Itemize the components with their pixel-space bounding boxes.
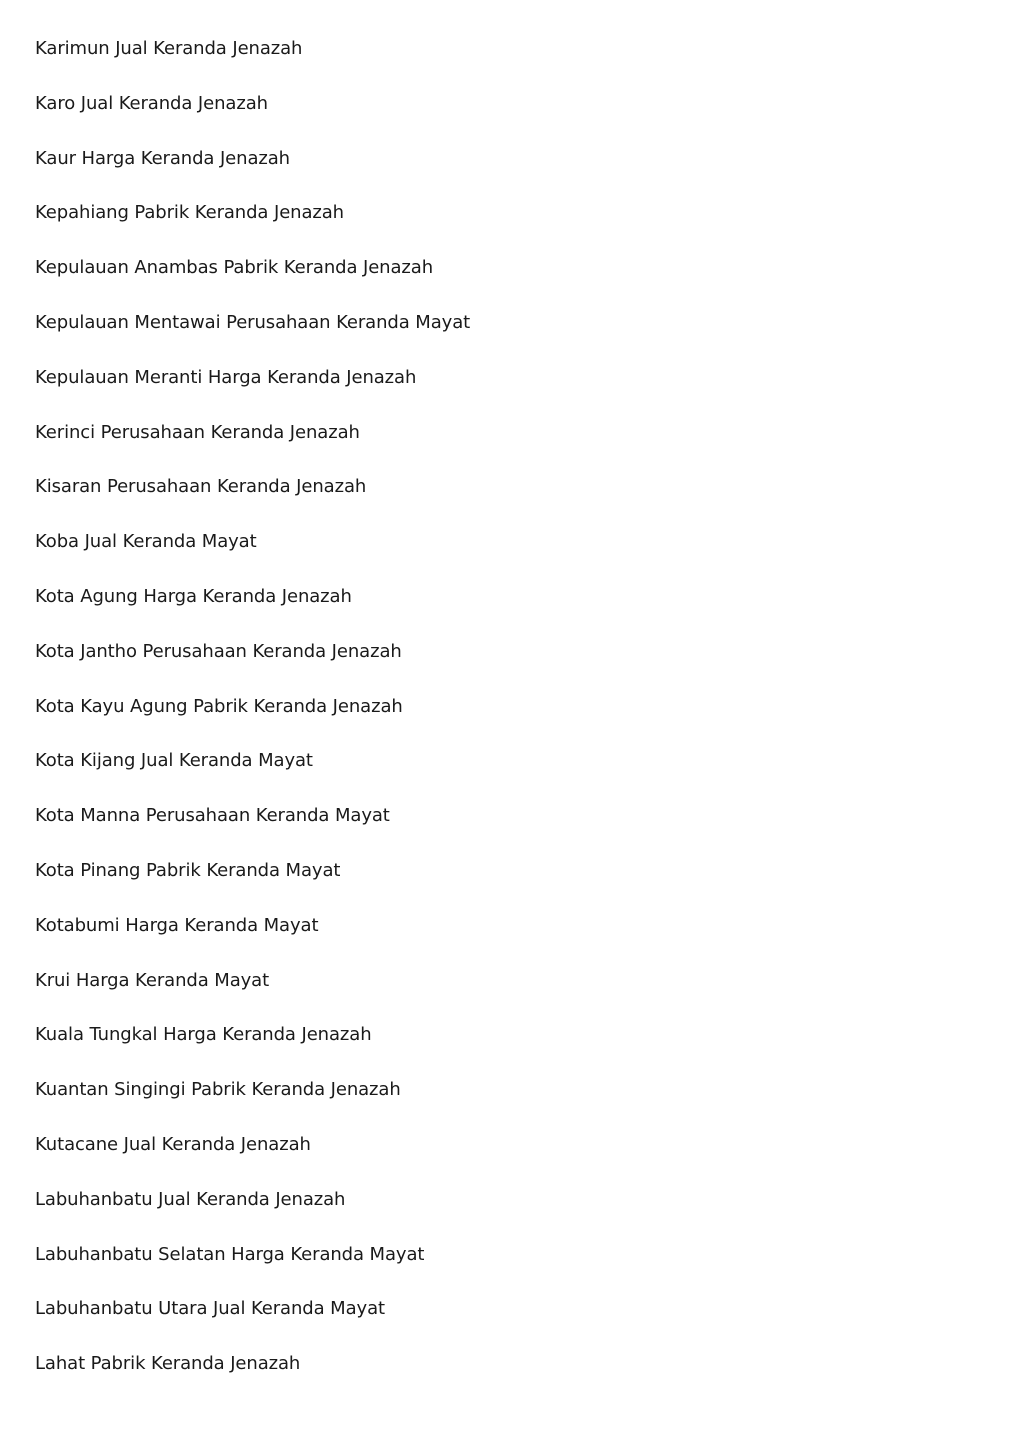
list-link[interactable]: Labuhanbatu Jual Keranda Jenazah: [35, 1188, 346, 1210]
list-link[interactable]: Kutacane Jual Keranda Jenazah: [35, 1133, 311, 1155]
list-item: [35, 1242, 470, 1297]
list-item: [35, 968, 470, 1023]
list-item: [35, 858, 470, 913]
list-item: [35, 529, 470, 584]
list-link[interactable]: Lahat Pabrik Keranda Jenazah: [35, 1353, 301, 1375]
list-item: [35, 200, 470, 255]
list-link[interactable]: Labuhanbatu Selatan Harga Keranda Mayat: [35, 1243, 425, 1265]
list-link[interactable]: Kota Agung Harga Keranda Jenazah: [35, 585, 352, 607]
list-link[interactable]: Labuhanbatu Utara Jual Keranda Mayat: [35, 1298, 385, 1320]
list-link[interactable]: Karo Jual Keranda Jenazah: [35, 92, 268, 114]
list-item: [35, 639, 470, 694]
list-item: [35, 1022, 470, 1077]
list-item: [35, 365, 470, 420]
list-item: [35, 420, 470, 475]
list-item: [35, 1296, 470, 1351]
list-link[interactable]: Kota Kayu Agung Pabrik Keranda Jenazah: [35, 695, 403, 717]
list-link[interactable]: Kota Jantho Perusahaan Keranda Jenazah: [35, 640, 402, 662]
list-link[interactable]: Krui Harga Keranda Mayat: [35, 969, 270, 991]
list-link[interactable]: Kepulauan Anambas Pabrik Keranda Jenazah: [35, 257, 434, 279]
list-link[interactable]: Kuantan Singingi Pabrik Keranda Jenazah: [35, 1079, 401, 1101]
list-link[interactable]: Kepulauan Meranti Harga Keranda Jenazah: [35, 366, 417, 388]
list-link[interactable]: Kepahiang Pabrik Keranda Jenazah: [35, 202, 344, 224]
list-item: [35, 310, 470, 365]
list-link[interactable]: Kuala Tungkal Harga Keranda Jenazah: [35, 1024, 372, 1046]
list-item: [35, 913, 470, 968]
list-item: [35, 91, 470, 146]
list-item: [35, 1077, 470, 1132]
list-item: [35, 1351, 470, 1406]
list-link[interactable]: Kerinci Perusahaan Keranda Jenazah: [35, 421, 360, 443]
list-item: [35, 146, 470, 201]
list-link[interactable]: Karimun Jual Keranda Jenazah: [35, 38, 303, 59]
list-link[interactable]: Kisaran Perusahaan Keranda Jenazah: [35, 476, 367, 498]
list-link[interactable]: Kotabumi Harga Keranda Mayat: [35, 914, 319, 936]
list-link[interactable]: Kota Pinang Pabrik Keranda Mayat: [35, 859, 341, 881]
list-item: [35, 1187, 470, 1242]
link-list: [35, 36, 470, 1406]
list-item: [35, 1132, 470, 1187]
list-item: [35, 748, 470, 803]
list-item: [35, 584, 470, 639]
list-item: [35, 36, 470, 91]
list-item: [35, 803, 470, 858]
list-link[interactable]: Kota Manna Perusahaan Keranda Mayat: [35, 805, 390, 827]
list-item: [35, 474, 470, 529]
list-item: [35, 694, 470, 749]
list-link[interactable]: Kota Kijang Jual Keranda Mayat: [35, 750, 313, 772]
list-link[interactable]: Kepulauan Mentawai Perusahaan Keranda Mayat: [35, 311, 471, 333]
list-item: [35, 255, 470, 310]
list-link[interactable]: Kaur Harga Keranda Jenazah: [35, 147, 290, 169]
list-link[interactable]: Koba Jual Keranda Mayat: [35, 531, 257, 553]
